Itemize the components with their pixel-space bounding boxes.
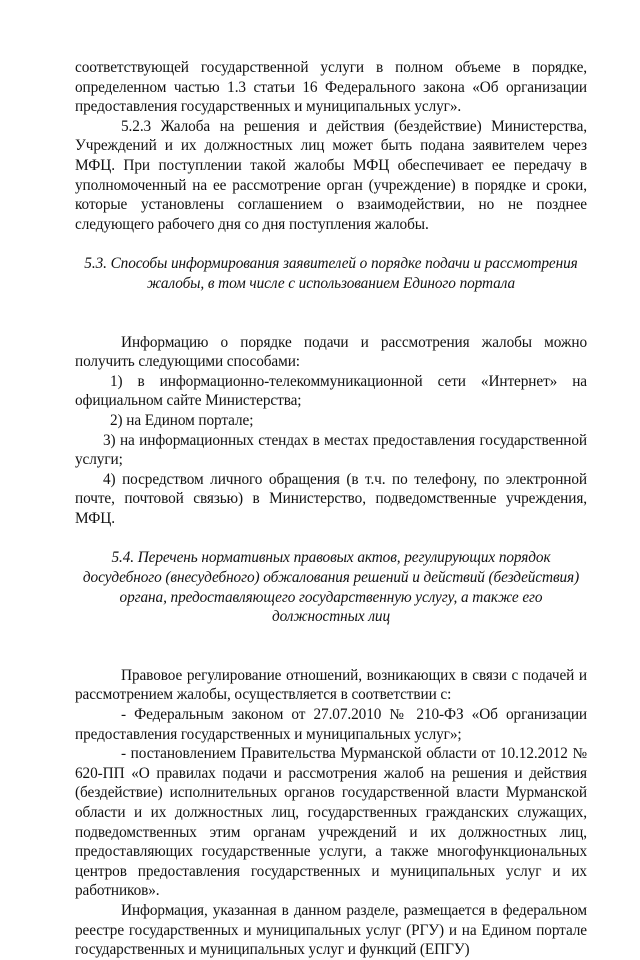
section-5-3-item-4: 4) посредством личного обращения (в т.ч. по телефону, по электронной почте, почтовой связью) в Министерство, подведомственные учреждения, МФЦ. — [75, 470, 587, 527]
section-5-4-intro: Правовое регулирование отношений, возникающих в связи с подачей и рассмотрением жалобы, осуществляется в соответствии с: — [75, 666, 587, 704]
section-5-3-item-2: 2) на Едином портале; — [110, 411, 254, 429]
document-page — [75, 58, 587, 960]
section-5-3-item-1: 1) в информационно-телекоммуникационной сети «Интернет» на официальном сайте Министерства; — [75, 372, 587, 410]
paragraph-5-2-3: 5.2.3 Жалоба на решения и действия (бездействие) Министерства, Учреждений и их должностных лиц может быть подана заявителем через МФЦ. При поступлении такой жалобы МФЦ обеспечивает ее передачу в уполномоченный на ее рассмотрение орган (учреждение) в порядке и сроки, которые установлены соглашением о взаимодействии, но не позднее следующего рабочего дня со дня поступления жалобы. — [75, 117, 587, 233]
section-5-4-item-1: - Федеральным законом от 27.07.2010 № 210-ФЗ «Об организации предоставления государственных и муниципальных услуг»; — [75, 706, 587, 743]
section-5-4-heading: 5.4. Перечень нормативных правовых актов, регулирующих порядок досудебного (внесудебного) обжалования решений и действий (бездействия) органа, предоставляющего государственную услугу, а также его должностных лиц — [82, 549, 580, 626]
section-5-3-item-3: 3) на информационных стендах в местах предоставления государственной услуги; — [75, 431, 587, 469]
section-5-4-item-2: - постановлением Правительства Мурманской области от 10.12.2012 № 620-ПП «О правилах подачи и рассмотрения жалоб на решения и действия (бездействие) исполнительных органов государственной власти Мурманской области и их должностных лиц, государственных гражданских служащих, подведомственных этим органам учреждений и их должностных лиц, предоставляющих государственные услуги, а также многофункциональных центров предоставления государственных и муниципальных услуг и их работников». — [75, 745, 587, 900]
section-5-3-intro: Информацию о порядке подачи и рассмотрения жалобы можно получить следующими способами: — [75, 333, 587, 371]
paragraph-continuation: соответствующей государственной услуги в полном объеме в порядке, определенном частью 1.3 статьи 16 Федерального закона «Об организации предоставления государственных и муниципальных услуг». — [75, 59, 587, 116]
section-5-4-closing: Информация, указанная в данном разделе, размещается в федеральном реестре государственных и муниципальных услуг (РГУ) и на Едином портале государственных и муниципальных услуг и функций (ЕПГУ) — [75, 901, 587, 959]
section-5-3-heading: 5.3. Способы информирования заявителей о порядке подачи и рассмотрения жалобы, в том числе с использованием Единого портала — [84, 255, 578, 292]
